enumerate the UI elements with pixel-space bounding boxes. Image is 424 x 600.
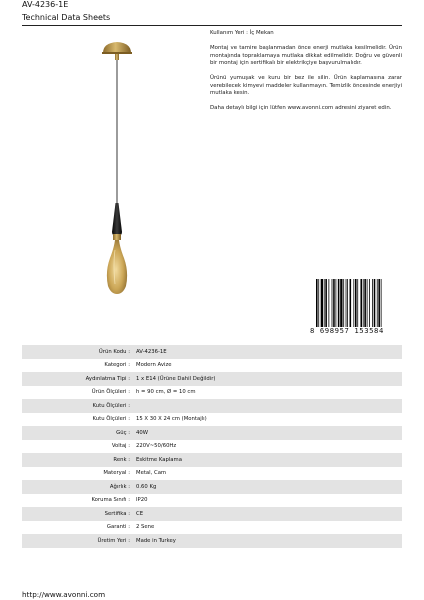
spec-value: 40W [136,429,148,436]
spec-label: Voltaj : [111,443,130,450]
spec-row [22,386,402,400]
spec-row [22,413,402,427]
spec-label: Kutu Ölçüleri : [92,402,130,409]
spec-label: Aydınlatma Tipi : [85,375,130,382]
spec-row [22,359,402,373]
spec-label: Ağırlık : [109,483,130,490]
spec-label: Ürün Ölçüleri : [91,389,130,396]
document-title: Technical Data Sheets [22,13,111,22]
spec-label: Üretim Yeri : [97,537,130,544]
spec-row [22,507,402,521]
spec-row [22,372,402,386]
spec-value: 1 x E14 (Ürüne Dahil Değildir) [136,375,216,382]
spec-value: 0.60 Kg [136,483,157,490]
usage-instructions [210,30,402,120]
header-divider [22,25,402,26]
spec-value: AV-4236-1E [136,348,167,355]
ceiling-canopy [102,42,132,60]
spec-label: Sertifika : [104,510,130,517]
spec-row [22,494,402,508]
spec-value: Modern Avize [136,362,172,369]
lamp-socket [112,203,122,240]
spec-label: Renk : [113,456,130,463]
cleaning-paragraph: Ürünü yumuşak ve kuru bir bez ile silin. Ürün kaplamasına zarar verebilecek kimyevi maddeler kullanmayın. Temizlik öncesinde enerjiyi mutlaka kesin. [210,75,402,97]
pendant-lamp-image [82,36,152,306]
spec-row [22,453,402,467]
spec-value: Made in Turkey [136,537,176,544]
spec-row [22,345,402,359]
spec-label: Kategori : [104,362,130,369]
footer-url: http://www.avonni.com [22,590,106,599]
safety-paragraph: Montaj ve tamire başlanmadan önce enerji mutlaka kesilmelidir. Ürün montajında topraklamaya mutlaka dikkat edilmelidir. Doğru ve güvenli bir montaj için sertifikalı bir elektrikçiye başvurulmalıdır. [210,44,402,67]
spec-value: IP20 [136,497,148,504]
barcode-bars [316,279,402,327]
spec-row [22,399,402,413]
spec-label: Ürün Kodu : [98,348,130,355]
spec-value: Eskitme Kaplama [136,456,182,463]
website-paragraph: Daha detaylı bilgi için lütfen www.avonni.com adresini ziyaret edin. [210,105,392,112]
barcode-number: 8 698957 153584 [310,326,384,335]
spec-label: Garanti : [106,524,130,531]
spec-row [22,480,402,494]
product-code-heading: AV-4236-1E [22,0,69,9]
spec-row [22,521,402,535]
spec-value: 220V~50/60Hz [136,443,177,450]
spec-row [22,467,402,481]
usage-location: Kullanım Yeri : İç Mekan [210,30,274,36]
spec-label: Güç : [116,429,130,436]
spec-label: Materyal : [103,470,130,477]
spec-row [22,534,402,548]
spec-value: 2 Sene [136,524,155,531]
amber-bulb [107,240,127,294]
spec-value: CE [136,510,144,517]
spec-value: h = 90 cm, Ø = 10 cm [136,389,196,396]
spec-label: Kutu Ölçüleri : [92,416,130,423]
spec-value: 15 X 30 X 24 cm (Montajlı) [136,416,207,423]
specifications-table [22,345,402,548]
product-barcode [310,279,402,336]
spec-row [22,440,402,454]
spec-row [22,426,402,440]
spec-value: Metal, Cam [136,470,167,477]
spec-label: Koruma Sınıfı : [91,497,130,504]
